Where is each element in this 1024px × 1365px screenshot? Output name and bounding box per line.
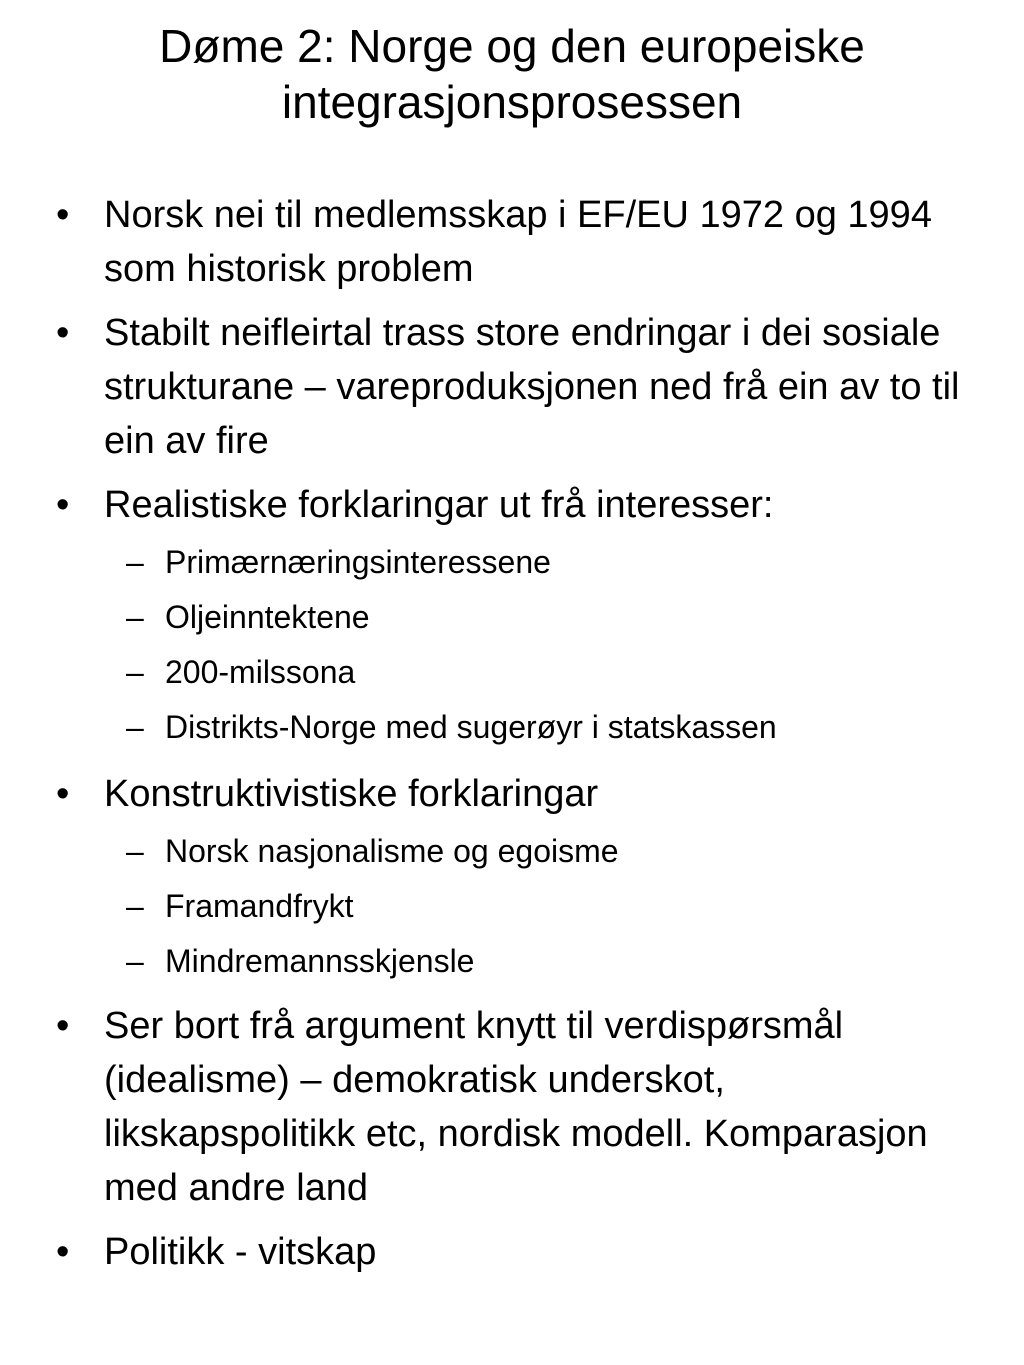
sub-text: Distrikts-Norge med sugerøyr i statskassen xyxy=(165,709,777,745)
sub-marker: – xyxy=(126,888,144,924)
slide-title xyxy=(40,18,984,130)
bullet-item xyxy=(0,306,1024,468)
bullet-marker: • xyxy=(56,773,70,815)
bullet-item xyxy=(0,478,1024,755)
sub-item xyxy=(0,535,964,590)
sub-marker: – xyxy=(126,943,144,979)
bullet-marker: • xyxy=(56,484,70,526)
sub-text: Primærnæringsinteressene xyxy=(165,544,551,580)
sub-item xyxy=(0,590,964,645)
bullet-item xyxy=(0,999,1024,1215)
sub-text: Oljeinntektene xyxy=(165,599,370,635)
sub-marker: – xyxy=(126,599,144,635)
sub-item xyxy=(0,700,964,755)
sub-item xyxy=(0,934,964,989)
sub-item xyxy=(0,879,964,934)
sub-item xyxy=(0,824,964,879)
bullet-marker: • xyxy=(56,312,70,354)
sub-text: Norsk nasjonalisme og egoisme xyxy=(165,833,619,869)
title-line-1: Døme 2: Norge og den europeiske xyxy=(159,20,865,72)
bullet-item xyxy=(0,188,1024,296)
bullet-marker: • xyxy=(56,1231,70,1273)
bullet-text: Stabilt neifleirtal trass store endringar i dei sosiale strukturane – vareproduksjonen ned frå ein av to til ein av fire xyxy=(104,312,960,462)
bullet-marker: • xyxy=(56,194,70,236)
bullet-text: Norsk nei til medlemsskap i EF/EU 1972 og 1994 som historisk problem xyxy=(104,194,932,290)
bullet-item xyxy=(0,1225,1024,1279)
sub-marker: – xyxy=(126,654,144,690)
bullet-list xyxy=(0,188,1024,1289)
sub-list xyxy=(0,535,964,755)
bullet-text: Ser bort frå argument knytt til verdispørsmål (idealisme) – demokratisk underskot, likskapspolitikk etc, nordisk modell. Komparasjon med andre land xyxy=(104,1005,928,1209)
bullet-text: Realistiske forklaringar ut frå interesser: xyxy=(104,484,774,526)
sub-text: 200-milssona xyxy=(165,654,356,690)
sub-marker: – xyxy=(126,833,144,869)
title-line-2: integrasjonsprosessen xyxy=(281,76,743,128)
bullet-item xyxy=(0,767,1024,989)
sub-text: Mindremannsskjensle xyxy=(165,943,475,979)
sub-marker: – xyxy=(126,709,144,745)
sub-marker: – xyxy=(126,544,144,580)
sub-list xyxy=(0,824,964,989)
bullet-text: Politikk - vitskap xyxy=(104,1231,377,1273)
bullet-text: Konstruktivistiske forklaringar xyxy=(104,773,599,815)
sub-text: Framandfrykt xyxy=(165,888,354,924)
sub-item xyxy=(0,645,964,700)
bullet-marker: • xyxy=(56,1005,70,1047)
